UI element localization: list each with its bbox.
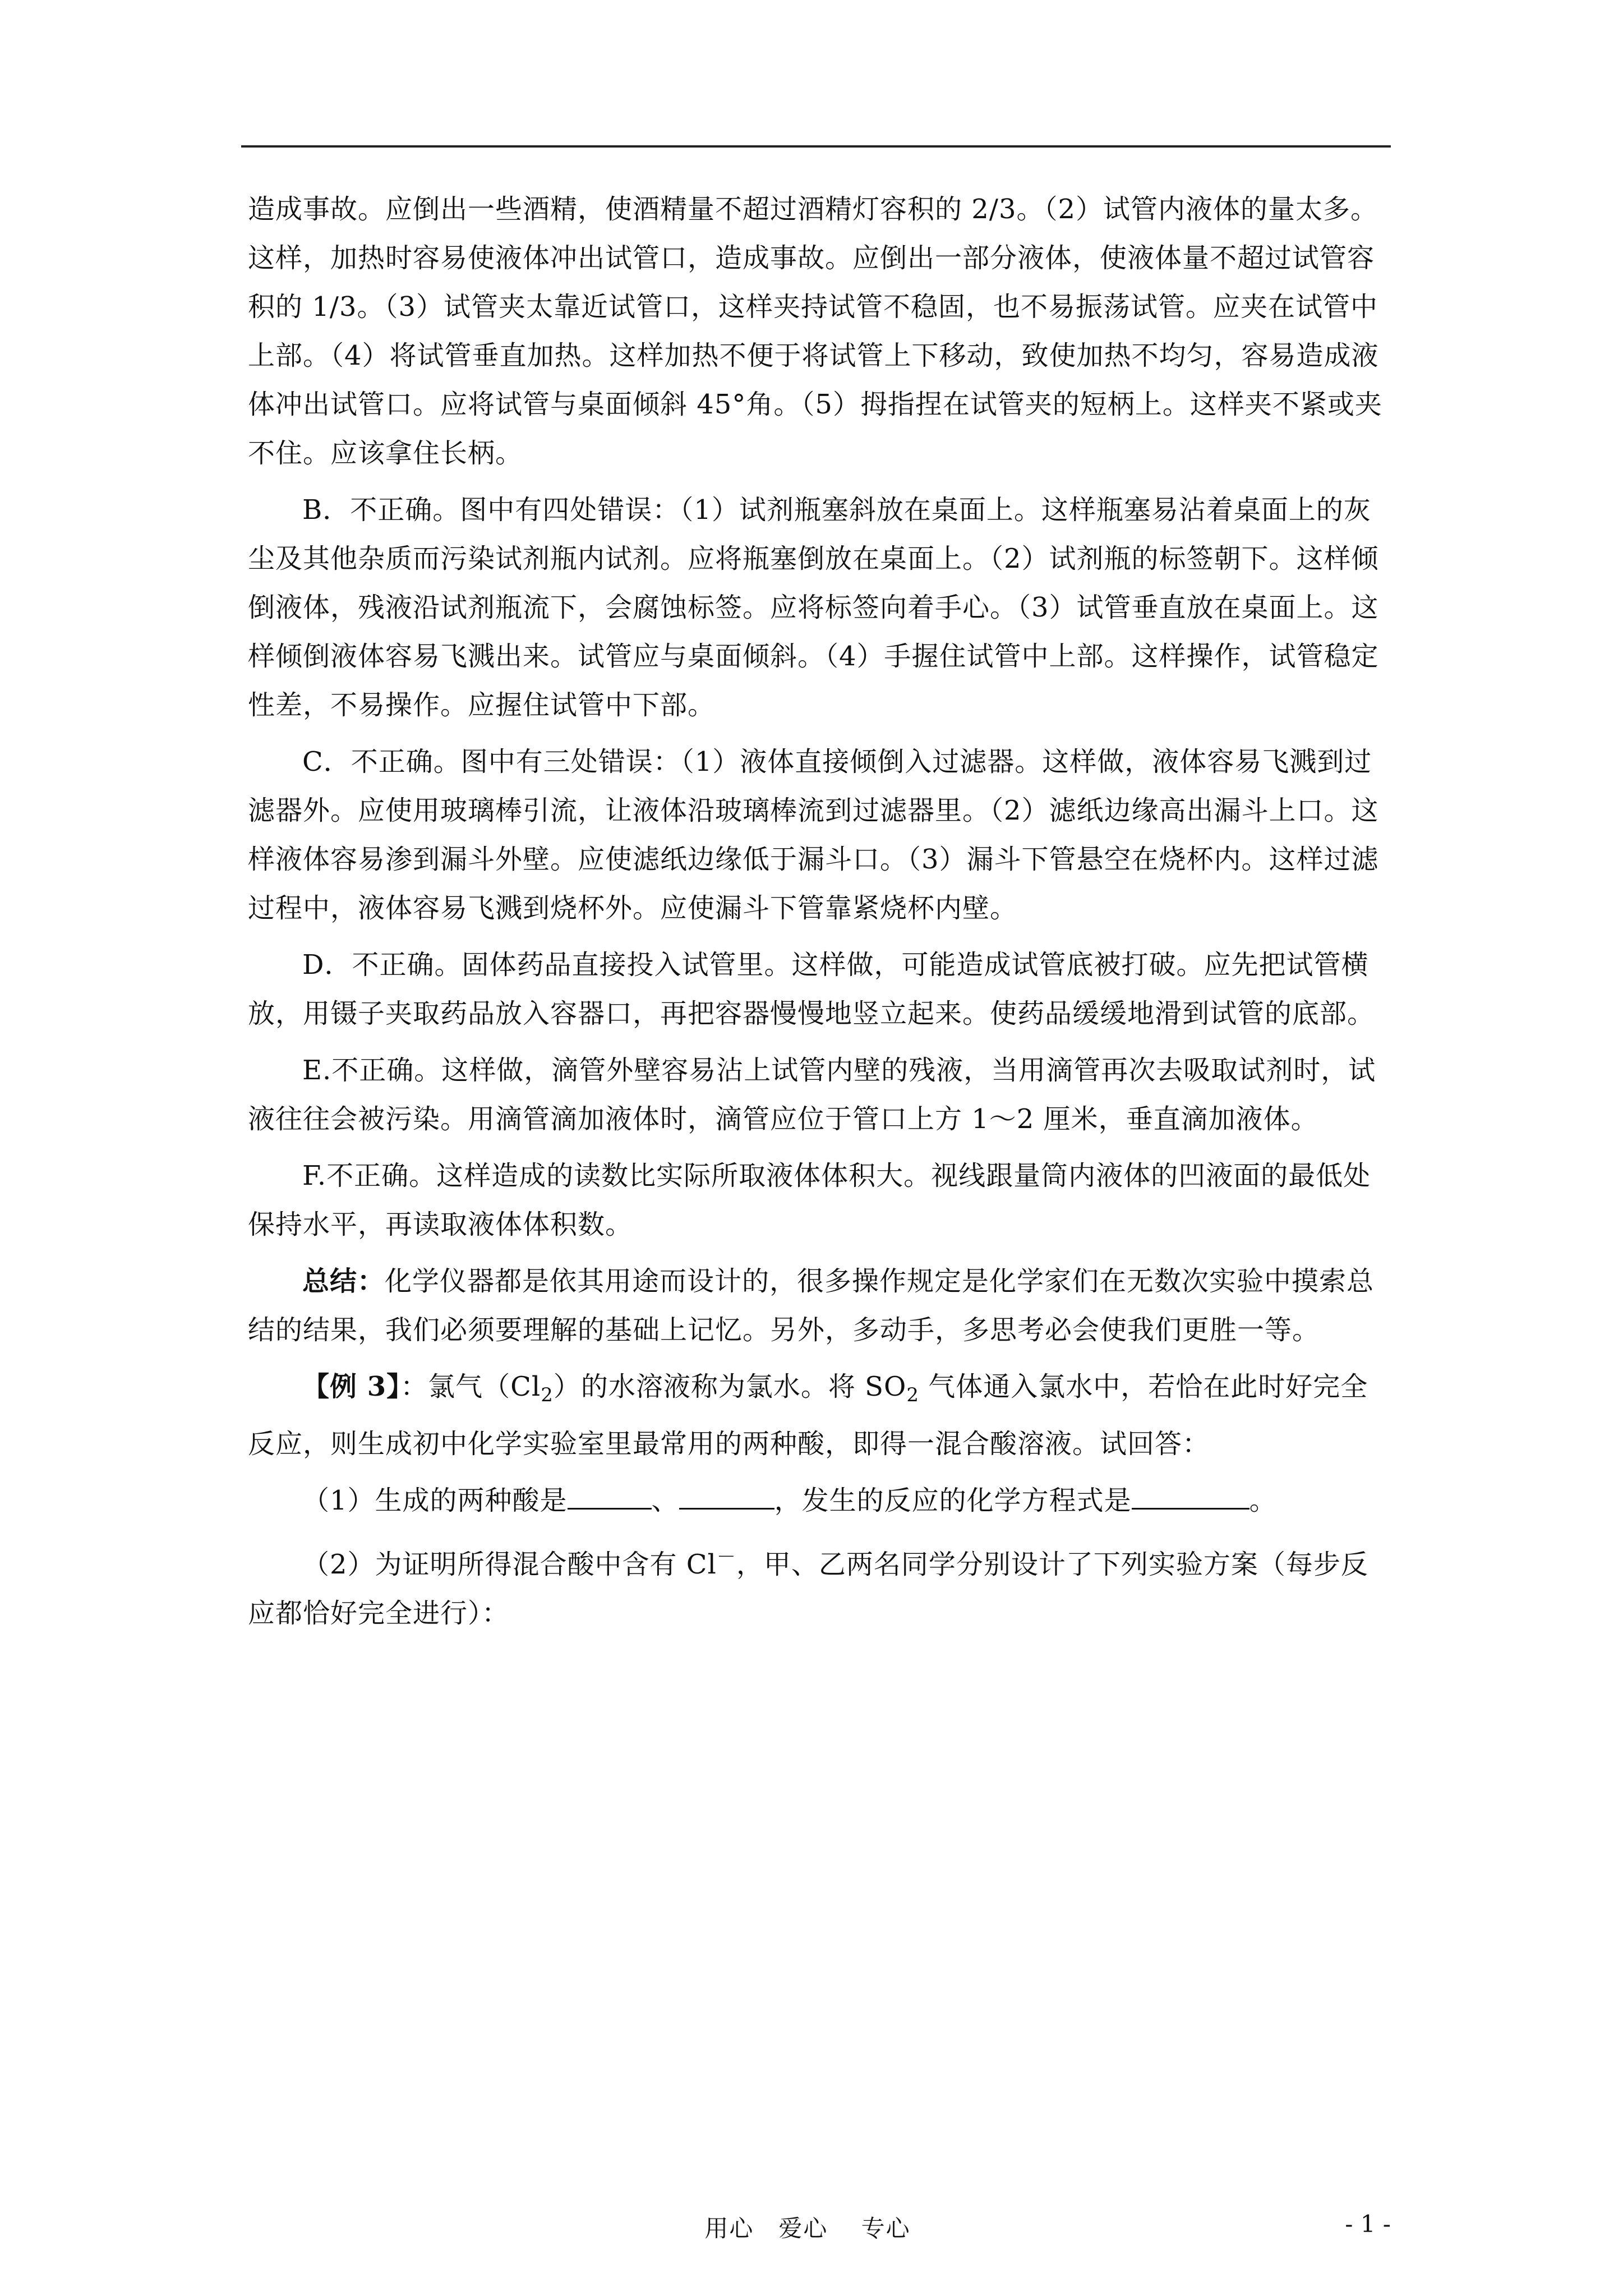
- example-3-text: ：氯气（Cl: [400, 1371, 541, 1402]
- paragraph-f: F.不正确。这样造成的读数比实际所取液体体积大。视线跟量筒内液体的凹液面的最低处保持水平，再读取液体体积数。: [248, 1160, 1371, 1240]
- paragraph-a-continued: 造成事故。应倒出一些酒精，使酒精量不超过酒精灯容积的 2/3。（2）试管内液体的量太多。这样，加热时容易使液体冲出试管口，造成事故。应倒出一部分液体，使液体量不超过试管容积的 1/3。（3）试管夹太靠近试管口，这样夹持试管不稳固，也不易振荡试管。应夹在试管中上部。（4）将试管垂直加热。这样加热不便于将试管上下移动，致使加热不均匀，容易造成液体冲出试管口。应将试管与桌面倾斜 45°角。（5）拇指捏在试管夹的短柄上。这样夹不紧或夹不住。应该拿住长柄。: [248, 194, 1382, 469]
- question-text: ，发生的反应的化学方程式是: [774, 1485, 1132, 1516]
- superscript: －: [716, 1546, 736, 1568]
- answer-blank[interactable]: [679, 1483, 774, 1510]
- document-body: [248, 185, 1392, 1638]
- page-number: - 1 -: [1345, 2210, 1391, 2238]
- example-3-intro: [248, 1363, 1392, 1469]
- subscript: 2: [906, 1384, 919, 1406]
- example-3-label: 【例 3】: [302, 1371, 401, 1402]
- subscript: 2: [541, 1384, 554, 1406]
- paragraph-b: B．不正确。图中有四处错误：（1）试剂瓶塞斜放在桌面上。这样瓶塞易沾着桌面上的灰尘及其他杂质而污染试剂瓶内试剂。应将瓶塞倒放在桌面上。（2）试剂瓶的标签朝下。这样倾倒液体，残液沿试剂瓶流下，会腐蚀标签。应将标签向着手心。（3）试管垂直放在桌面上。这样倾倒液体容易飞溅出来。试管应与桌面倾斜。（4）手握住试管中上部。这样操作，试管稳定性差，不易操作。应握住试管中下部。: [248, 494, 1379, 721]
- example-3-text: 气体通入氯水中，若恰在此时好完全反应，则生成初中化学实验室里最常用的两种酸，即得一混合酸溶液。试回答：: [248, 1371, 1368, 1460]
- question-2: [248, 1533, 1392, 1638]
- summary-paragraph: [248, 1257, 1392, 1355]
- header-rule: [241, 145, 1391, 148]
- question-1: [248, 1476, 1392, 1525]
- example-3-text: ）的水溶液称为氯水。将 SO: [553, 1371, 907, 1402]
- footer-motto: 用心 爱心 专心: [704, 2215, 911, 2242]
- paragraph-d: D．不正确。固体药品直接投入试管里。这样做，可能造成试管底被打破。应先把试管横放，用镊子夹取药品放入容器口，再把容器慢慢地竖立起来。使药品缓缓地滑到试管的底部。: [248, 949, 1375, 1029]
- summary-label: 总结：: [302, 1266, 385, 1297]
- answer-blank[interactable]: [1132, 1483, 1249, 1510]
- summary-text: 化学仪器都是依其用途而设计的，很多操作规定是化学家们在无数次实验中摸索总结的结果，我们必须要理解的基础上记忆。另外，多动手，多思考必会使我们更胜一等。: [248, 1266, 1375, 1346]
- paragraph-e: E.不正确。这样做，滴管外壁容易沾上试管内壁的残液，当用滴管再次去吸取试剂时，试液往往会被污染。用滴管滴加液体时，滴管应位于管口上方 1～2 厘米，垂直滴加液体。: [248, 1055, 1376, 1135]
- question-text: ，甲、乙两名同学分别设计了下列实验方案（每步反应都恰好完全进行）：: [248, 1549, 1368, 1629]
- question-text: 。: [1249, 1485, 1277, 1516]
- question-text: （1）生成的两种酸是: [302, 1485, 568, 1516]
- question-text: 、: [651, 1485, 679, 1516]
- paragraph-c: C．不正确。图中有三处错误：（1）液体直接倾倒入过滤器。这样做，液体容易飞溅到过滤器外。应使用玻璃棒引流，让液体沿玻璃棒流到过滤器里。（2）滤纸边缘高出漏斗上口。这样液体容易渗到漏斗外壁。应使滤纸边缘低于漏斗口。（3）漏斗下管悬空在烧杯内。这样过滤过程中，液体容易飞溅到烧杯外。应使漏斗下管靠紧烧杯内壁。: [248, 746, 1379, 924]
- answer-blank[interactable]: [568, 1483, 652, 1510]
- question-text: （2）为证明所得混合酸中含有 Cl: [302, 1549, 717, 1580]
